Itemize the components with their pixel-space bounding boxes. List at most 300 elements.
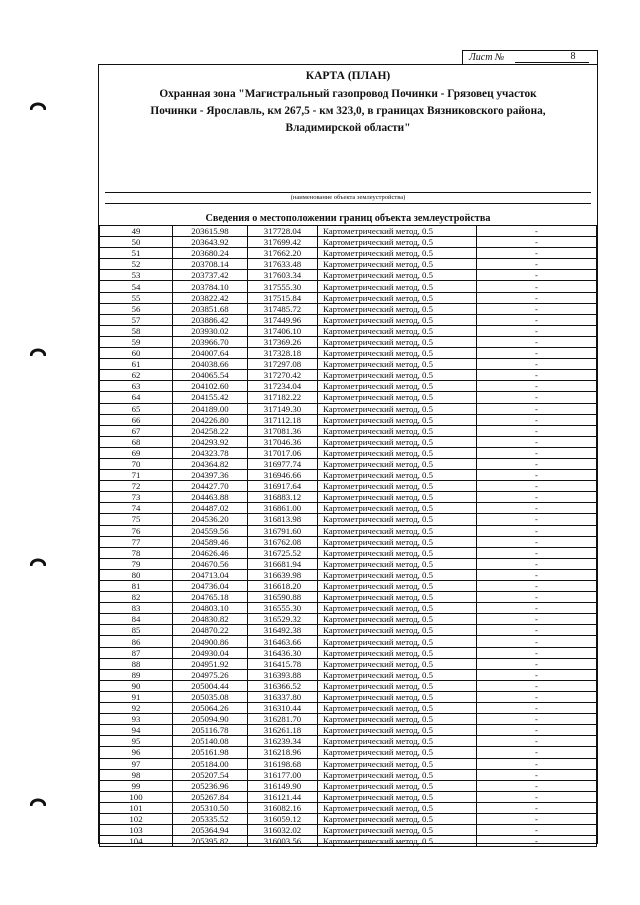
x-coordinate-cell: 204803.10 [173, 603, 248, 614]
x-coordinate-cell: 205064.26 [173, 703, 248, 714]
method-accuracy-cell: Картометрический метод, 0.5 [318, 780, 477, 791]
description-cell: - [477, 569, 597, 580]
y-coordinate-cell: 316239.34 [248, 736, 318, 747]
x-coordinate-cell: 203966.70 [173, 336, 248, 347]
table-row [100, 370, 597, 381]
point-number-cell: 102 [100, 813, 173, 824]
object-name-line: Охранная зона "Магистральный газопровод Починки - Грязовец участок [159, 88, 537, 100]
point-number-cell: 49 [100, 226, 173, 237]
table-row [100, 636, 597, 647]
method-accuracy-cell: Картометрический метод, 0.5 [318, 714, 477, 725]
method-accuracy-cell: Картометрический метод, 0.5 [318, 436, 477, 447]
point-number-cell: 104 [100, 836, 173, 847]
y-coordinate-cell: 317017.06 [248, 447, 318, 458]
y-coordinate-cell: 316555.30 [248, 603, 318, 614]
object-name-line: Починки - Ярославль, км 267,5 - км 323,0, в границах Вязниковского района, [150, 105, 546, 117]
method-accuracy-cell: Картометрический метод, 0.5 [318, 281, 477, 292]
description-cell: - [477, 802, 597, 813]
method-accuracy-cell: Картометрический метод, 0.5 [318, 403, 477, 414]
description-cell: - [477, 492, 597, 503]
punch-hole-mark [30, 796, 46, 807]
table-row [100, 581, 597, 592]
description-cell: - [477, 336, 597, 347]
point-number-cell: 72 [100, 481, 173, 492]
description-cell: - [477, 226, 597, 237]
sheet-number: 8 [570, 51, 576, 62]
point-number-cell: 67 [100, 425, 173, 436]
table-row [100, 226, 597, 237]
x-coordinate-cell: 204007.64 [173, 348, 248, 359]
x-coordinate-cell: 205207.54 [173, 769, 248, 780]
y-coordinate-cell: 317485.72 [248, 303, 318, 314]
x-coordinate-cell: 204626.46 [173, 547, 248, 558]
sheet-label: Лист № [469, 52, 505, 63]
x-coordinate-cell: 205236.96 [173, 780, 248, 791]
x-coordinate-cell: 204536.20 [173, 514, 248, 525]
point-number-cell: 79 [100, 558, 173, 569]
description-cell: - [477, 558, 597, 569]
point-number-cell: 52 [100, 259, 173, 270]
point-number-cell: 101 [100, 802, 173, 813]
table-row [100, 791, 597, 802]
table-row [100, 547, 597, 558]
point-number-cell: 81 [100, 581, 173, 592]
table-row [100, 314, 597, 325]
x-coordinate-cell: 204258.22 [173, 425, 248, 436]
y-coordinate-cell: 317182.22 [248, 392, 318, 403]
section-divider [105, 203, 591, 204]
description-cell: - [477, 791, 597, 802]
y-coordinate-cell: 316281.70 [248, 714, 318, 725]
y-coordinate-cell: 316463.66 [248, 636, 318, 647]
method-accuracy-cell: Картометрический метод, 0.5 [318, 836, 477, 847]
method-accuracy-cell: Картометрический метод, 0.5 [318, 592, 477, 603]
description-cell: - [477, 780, 597, 791]
method-accuracy-cell: Картометрический метод, 0.5 [318, 503, 477, 514]
y-coordinate-cell: 316261.18 [248, 725, 318, 736]
description-cell: - [477, 503, 597, 514]
y-coordinate-cell: 316529.32 [248, 614, 318, 625]
y-coordinate-cell: 316366.52 [248, 680, 318, 691]
point-number-cell: 63 [100, 381, 173, 392]
table-row [100, 458, 597, 469]
method-accuracy-cell: Картометрический метод, 0.5 [318, 458, 477, 469]
x-coordinate-cell: 203708.14 [173, 259, 248, 270]
y-coordinate-cell: 316681.94 [248, 558, 318, 569]
object-name-line: Владимирской области" [285, 122, 411, 134]
description-cell: - [477, 425, 597, 436]
method-accuracy-cell: Картометрический метод, 0.5 [318, 248, 477, 259]
y-coordinate-cell: 317234.04 [248, 381, 318, 392]
point-number-cell: 56 [100, 303, 173, 314]
table-row [100, 558, 597, 569]
point-number-cell: 54 [100, 281, 173, 292]
table-row [100, 470, 597, 481]
y-coordinate-cell: 316813.98 [248, 514, 318, 525]
point-number-cell: 66 [100, 414, 173, 425]
point-number-cell: 61 [100, 359, 173, 370]
x-coordinate-cell: 204487.02 [173, 503, 248, 514]
y-coordinate-cell: 317699.42 [248, 237, 318, 248]
description-cell: - [477, 736, 597, 747]
y-coordinate-cell: 316059.12 [248, 813, 318, 824]
description-cell: - [477, 481, 597, 492]
y-coordinate-cell: 316393.88 [248, 669, 318, 680]
description-cell: - [477, 458, 597, 469]
x-coordinate-cell: 203784.10 [173, 281, 248, 292]
method-accuracy-cell: Картометрический метод, 0.5 [318, 569, 477, 580]
method-accuracy-cell: Картометрический метод, 0.5 [318, 825, 477, 836]
description-cell: - [477, 758, 597, 769]
x-coordinate-cell: 204736.04 [173, 581, 248, 592]
method-accuracy-cell: Картометрический метод, 0.5 [318, 392, 477, 403]
method-accuracy-cell: Картометрический метод, 0.5 [318, 481, 477, 492]
y-coordinate-cell: 316725.52 [248, 547, 318, 558]
y-coordinate-cell: 317112.18 [248, 414, 318, 425]
point-number-cell: 75 [100, 514, 173, 525]
method-accuracy-cell: Картометрический метод, 0.5 [318, 747, 477, 758]
table-row [100, 569, 597, 580]
table-row [100, 592, 597, 603]
table-row [100, 614, 597, 625]
table-row [100, 769, 597, 780]
point-number-cell: 55 [100, 292, 173, 303]
point-number-cell: 76 [100, 525, 173, 536]
table-row [100, 248, 597, 259]
table-row [100, 303, 597, 314]
table-row [100, 758, 597, 769]
method-accuracy-cell: Картометрический метод, 0.5 [318, 348, 477, 359]
x-coordinate-cell: 204765.18 [173, 592, 248, 603]
description-cell: - [477, 536, 597, 547]
point-number-cell: 50 [100, 237, 173, 248]
method-accuracy-cell: Картометрический метод, 0.5 [318, 813, 477, 824]
point-number-cell: 82 [100, 592, 173, 603]
table-row [100, 747, 597, 758]
x-coordinate-cell: 205395.82 [173, 836, 248, 847]
description-cell: - [477, 348, 597, 359]
x-coordinate-cell: 205094.90 [173, 714, 248, 725]
x-coordinate-cell: 204397.36 [173, 470, 248, 481]
y-coordinate-cell: 316337.80 [248, 691, 318, 702]
method-accuracy-cell: Картометрический метод, 0.5 [318, 259, 477, 270]
point-number-cell: 100 [100, 791, 173, 802]
x-coordinate-cell: 205035.08 [173, 691, 248, 702]
x-coordinate-cell: 204038.66 [173, 359, 248, 370]
table-row [100, 447, 597, 458]
table-row [100, 625, 597, 636]
x-coordinate-cell: 204427.70 [173, 481, 248, 492]
table-row [100, 292, 597, 303]
table-row [100, 691, 597, 702]
punch-hole-mark [30, 100, 46, 111]
method-accuracy-cell: Картометрический метод, 0.5 [318, 547, 477, 558]
description-cell: - [477, 547, 597, 558]
point-number-cell: 59 [100, 336, 173, 347]
y-coordinate-cell: 317046.36 [248, 436, 318, 447]
description-cell: - [477, 381, 597, 392]
table-row [100, 813, 597, 824]
point-number-cell: 73 [100, 492, 173, 503]
method-accuracy-cell: Картометрический метод, 0.5 [318, 703, 477, 714]
x-coordinate-cell: 203886.42 [173, 314, 248, 325]
method-accuracy-cell: Картометрический метод, 0.5 [318, 636, 477, 647]
description-cell: - [477, 747, 597, 758]
description-cell: - [477, 825, 597, 836]
description-cell: - [477, 581, 597, 592]
x-coordinate-cell: 204589.46 [173, 536, 248, 547]
table-row [100, 780, 597, 791]
point-number-cell: 96 [100, 747, 173, 758]
x-coordinate-cell: 205140.08 [173, 736, 248, 747]
table-row [100, 703, 597, 714]
description-cell: - [477, 636, 597, 647]
description-cell: - [477, 325, 597, 336]
point-number-cell: 58 [100, 325, 173, 336]
x-coordinate-cell: 205364.94 [173, 825, 248, 836]
x-coordinate-cell: 203930.02 [173, 325, 248, 336]
method-accuracy-cell: Картометрический метод, 0.5 [318, 791, 477, 802]
description-cell: - [477, 314, 597, 325]
method-accuracy-cell: Картометрический метод, 0.5 [318, 614, 477, 625]
y-coordinate-cell: 316082.16 [248, 802, 318, 813]
table-row [100, 414, 597, 425]
x-coordinate-cell: 205161.98 [173, 747, 248, 758]
point-number-cell: 95 [100, 736, 173, 747]
x-coordinate-cell: 205116.78 [173, 725, 248, 736]
table-row [100, 825, 597, 836]
y-coordinate-cell: 316861.00 [248, 503, 318, 514]
description-cell: - [477, 658, 597, 669]
description-cell: - [477, 647, 597, 658]
description-cell: - [477, 414, 597, 425]
y-coordinate-cell: 317555.30 [248, 281, 318, 292]
table-row [100, 514, 597, 525]
y-coordinate-cell: 317406.10 [248, 325, 318, 336]
table-row [100, 725, 597, 736]
description-cell: - [477, 270, 597, 281]
method-accuracy-cell: Картометрический метод, 0.5 [318, 514, 477, 525]
point-number-cell: 99 [100, 780, 173, 791]
table-row [100, 669, 597, 680]
method-accuracy-cell: Картометрический метод, 0.5 [318, 625, 477, 636]
table-row [100, 237, 597, 248]
description-cell: - [477, 703, 597, 714]
method-accuracy-cell: Картометрический метод, 0.5 [318, 769, 477, 780]
table-row [100, 714, 597, 725]
x-coordinate-cell: 205335.52 [173, 813, 248, 824]
description-cell: - [477, 680, 597, 691]
description-cell: - [477, 514, 597, 525]
y-coordinate-cell: 317515.84 [248, 292, 318, 303]
document-frame [98, 64, 598, 847]
y-coordinate-cell: 317328.18 [248, 348, 318, 359]
y-coordinate-cell: 316310.44 [248, 703, 318, 714]
table-row [100, 348, 597, 359]
description-cell: - [477, 813, 597, 824]
object-name [105, 86, 591, 137]
table-row [100, 503, 597, 514]
table-row [100, 325, 597, 336]
description-cell: - [477, 691, 597, 702]
y-coordinate-cell: 317081.36 [248, 425, 318, 436]
y-coordinate-cell: 316946.66 [248, 470, 318, 481]
y-coordinate-cell: 317449.96 [248, 314, 318, 325]
table-row [100, 436, 597, 447]
method-accuracy-cell: Картометрический метод, 0.5 [318, 736, 477, 747]
method-accuracy-cell: Картометрический метод, 0.5 [318, 758, 477, 769]
y-coordinate-cell: 316003.56 [248, 836, 318, 847]
method-accuracy-cell: Картометрический метод, 0.5 [318, 725, 477, 736]
point-number-cell: 93 [100, 714, 173, 725]
method-accuracy-cell: Картометрический метод, 0.5 [318, 658, 477, 669]
y-coordinate-cell: 316121.44 [248, 791, 318, 802]
description-cell: - [477, 625, 597, 636]
method-accuracy-cell: Картометрический метод, 0.5 [318, 425, 477, 436]
method-accuracy-cell: Картометрический метод, 0.5 [318, 647, 477, 658]
table-row [100, 392, 597, 403]
table-row [100, 536, 597, 547]
boundary-coordinates-table [99, 225, 597, 847]
y-coordinate-cell: 316917.64 [248, 481, 318, 492]
description-cell: - [477, 714, 597, 725]
description-cell: - [477, 303, 597, 314]
y-coordinate-cell: 316436.30 [248, 647, 318, 658]
method-accuracy-cell: Картометрический метод, 0.5 [318, 492, 477, 503]
point-number-cell: 51 [100, 248, 173, 259]
method-accuracy-cell: Картометрический метод, 0.5 [318, 414, 477, 425]
section-title: Сведения о местоположении границ объекта землеустройства [205, 213, 491, 224]
description-cell: - [477, 237, 597, 248]
y-coordinate-cell: 316618.20 [248, 581, 318, 592]
method-accuracy-cell: Картометрический метод, 0.5 [318, 691, 477, 702]
description-cell: - [477, 248, 597, 259]
table-row [100, 381, 597, 392]
object-name-caption: (наименование объекта землеустройства) [290, 194, 406, 201]
method-accuracy-cell: Картометрический метод, 0.5 [318, 270, 477, 281]
method-accuracy-cell: Картометрический метод, 0.5 [318, 470, 477, 481]
table-row [100, 736, 597, 747]
point-number-cell: 71 [100, 470, 173, 481]
point-number-cell: 88 [100, 658, 173, 669]
x-coordinate-cell: 203643.92 [173, 237, 248, 248]
x-coordinate-cell: 203851.68 [173, 303, 248, 314]
description-cell: - [477, 725, 597, 736]
x-coordinate-cell: 205184.00 [173, 758, 248, 769]
description-cell: - [477, 370, 597, 381]
point-number-cell: 83 [100, 603, 173, 614]
point-number-cell: 86 [100, 636, 173, 647]
description-cell: - [477, 392, 597, 403]
method-accuracy-cell: Картометрический метод, 0.5 [318, 314, 477, 325]
point-number-cell: 65 [100, 403, 173, 414]
y-coordinate-cell: 316218.96 [248, 747, 318, 758]
punch-hole-mark [30, 346, 46, 357]
description-cell: - [477, 669, 597, 680]
y-coordinate-cell: 316590.88 [248, 592, 318, 603]
table-row [100, 525, 597, 536]
x-coordinate-cell: 204870.22 [173, 625, 248, 636]
y-coordinate-cell: 317297.08 [248, 359, 318, 370]
x-coordinate-cell: 204830.82 [173, 614, 248, 625]
description-cell: - [477, 614, 597, 625]
table-row [100, 270, 597, 281]
description-cell: - [477, 525, 597, 536]
x-coordinate-cell: 204323.78 [173, 447, 248, 458]
y-coordinate-cell: 316492.38 [248, 625, 318, 636]
method-accuracy-cell: Картометрический метод, 0.5 [318, 525, 477, 536]
description-cell: - [477, 470, 597, 481]
y-coordinate-cell: 316762.08 [248, 536, 318, 547]
point-number-cell: 103 [100, 825, 173, 836]
y-coordinate-cell: 316415.78 [248, 658, 318, 669]
table-row [100, 403, 597, 414]
method-accuracy-cell: Картометрический метод, 0.5 [318, 802, 477, 813]
x-coordinate-cell: 204900.86 [173, 636, 248, 647]
table-row [100, 802, 597, 813]
point-number-cell: 64 [100, 392, 173, 403]
method-accuracy-cell: Картометрический метод, 0.5 [318, 359, 477, 370]
x-coordinate-cell: 205310.50 [173, 802, 248, 813]
x-coordinate-cell: 204226.80 [173, 414, 248, 425]
point-number-cell: 68 [100, 436, 173, 447]
x-coordinate-cell: 205004.44 [173, 680, 248, 691]
table-row [100, 658, 597, 669]
method-accuracy-cell: Картометрический метод, 0.5 [318, 603, 477, 614]
description-cell: - [477, 403, 597, 414]
y-coordinate-cell: 317149.30 [248, 403, 318, 414]
x-coordinate-cell: 204189.00 [173, 403, 248, 414]
x-coordinate-cell: 204155.42 [173, 392, 248, 403]
description-cell: - [477, 447, 597, 458]
point-number-cell: 78 [100, 547, 173, 558]
method-accuracy-cell: Картометрический метод, 0.5 [318, 558, 477, 569]
x-coordinate-cell: 204293.92 [173, 436, 248, 447]
y-coordinate-cell: 317728.04 [248, 226, 318, 237]
x-coordinate-cell: 204559.56 [173, 525, 248, 536]
method-accuracy-cell: Картометрический метод, 0.5 [318, 381, 477, 392]
x-coordinate-cell: 204102.60 [173, 381, 248, 392]
x-coordinate-cell: 203615.98 [173, 226, 248, 237]
point-number-cell: 53 [100, 270, 173, 281]
method-accuracy-cell: Картометрический метод, 0.5 [318, 536, 477, 547]
y-coordinate-cell: 317369.26 [248, 336, 318, 347]
x-coordinate-cell: 203680.24 [173, 248, 248, 259]
point-number-cell: 94 [100, 725, 173, 736]
table-row [100, 492, 597, 503]
y-coordinate-cell: 316791.60 [248, 525, 318, 536]
x-coordinate-cell: 204713.04 [173, 569, 248, 580]
point-number-cell: 85 [100, 625, 173, 636]
point-number-cell: 97 [100, 758, 173, 769]
y-coordinate-cell: 316883.12 [248, 492, 318, 503]
description-cell: - [477, 436, 597, 447]
table-row [100, 281, 597, 292]
point-number-cell: 62 [100, 370, 173, 381]
point-number-cell: 98 [100, 769, 173, 780]
x-coordinate-cell: 203737.42 [173, 270, 248, 281]
description-cell: - [477, 292, 597, 303]
y-coordinate-cell: 317270.42 [248, 370, 318, 381]
x-coordinate-cell: 205267.84 [173, 791, 248, 802]
table-row [100, 481, 597, 492]
y-coordinate-cell: 317633.48 [248, 259, 318, 270]
description-cell: - [477, 769, 597, 780]
y-coordinate-cell: 316639.98 [248, 569, 318, 580]
y-coordinate-cell: 316198.68 [248, 758, 318, 769]
description-cell: - [477, 603, 597, 614]
method-accuracy-cell: Картометрический метод, 0.5 [318, 669, 477, 680]
